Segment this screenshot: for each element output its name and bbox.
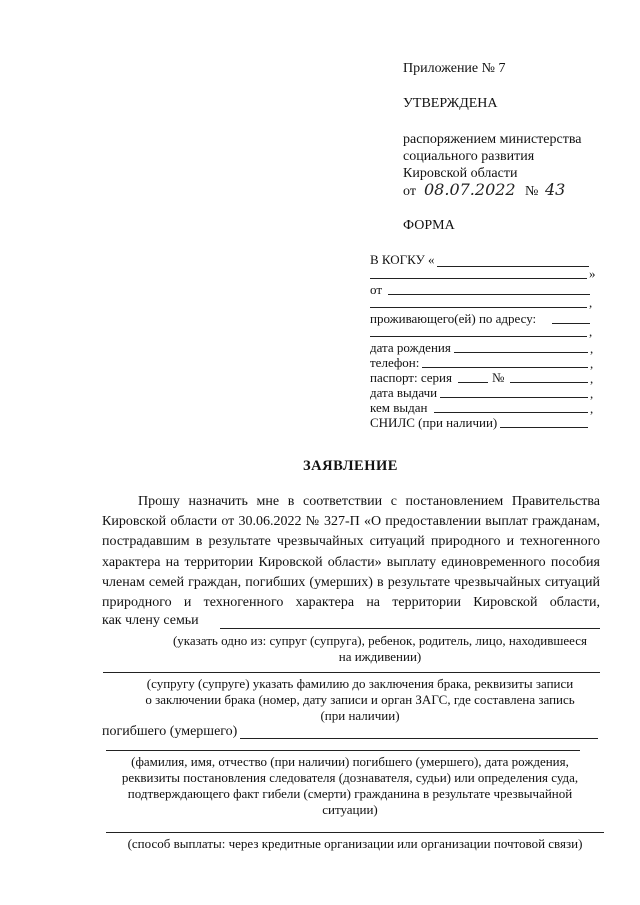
comma: , xyxy=(590,341,594,356)
approved-by-line3: Кировской области xyxy=(403,166,518,181)
date-prefix: от xyxy=(403,184,416,199)
body-line-3: пострадавшим в результате чрезвычайных ситуаций природного и техногенного xyxy=(102,534,600,549)
comma: , xyxy=(590,401,594,416)
payment-note: (способ выплаты: через кредитные организации или организации почтовой связи) xyxy=(127,836,583,851)
spouse-details-field[interactable] xyxy=(103,672,600,673)
phone-field[interactable] xyxy=(422,367,588,368)
deceased-note-3: подтверждающего факт гибели (смерти) гражданина в результате чрезвычайной xyxy=(127,786,573,801)
applicant-name-field[interactable] xyxy=(388,294,590,295)
issue-date-label: дата выдачи xyxy=(370,385,438,400)
deceased-label: погибшего (умершего) xyxy=(102,724,238,739)
payment-method-field[interactable] xyxy=(106,832,604,833)
kogku-label: В КОГКУ « xyxy=(370,252,435,267)
body-line-1: Прошу назначить мне в соответствии с постановлением Правительства xyxy=(138,494,600,509)
issued-by-label: кем выдан xyxy=(370,400,428,415)
close-quote: » xyxy=(589,266,596,281)
approved-by-line1: распоряжением министерства xyxy=(403,132,582,147)
birth-date-label: дата рождения xyxy=(370,340,451,355)
relation-note-1: (указать одно из: супруг (супруга), ребенок, родитель, лицо, находившееся xyxy=(172,633,588,648)
passport-series-field[interactable] xyxy=(458,382,488,383)
approved-label: УТВЕРЖДЕНА xyxy=(403,96,498,111)
family-relation-field[interactable] xyxy=(220,628,600,629)
from-label: от xyxy=(370,282,383,297)
spouse-note-2: о заключении брака (номер, дату записи и орган ЗАГС, где составлена запись xyxy=(145,692,575,707)
body-line-2: Кировской области от 30.06.2022 № 327-П «О предоставлении выплат гражданам, xyxy=(102,514,600,529)
relation-note-2: на иждивении) xyxy=(338,649,422,664)
deceased-note-2: реквизиты постановления следователя (дознавателя, судьи) или определения суда, xyxy=(121,770,579,785)
comma: , xyxy=(589,295,593,310)
phone-label: телефон: xyxy=(370,355,420,370)
issue-date-field[interactable] xyxy=(440,397,588,398)
applicant-name-field-2[interactable] xyxy=(370,307,587,308)
deceased-field[interactable] xyxy=(240,738,598,739)
body-line-4: характера на территории Кировской области» выплату единовременного пособия xyxy=(102,555,600,570)
appendix-label: Приложение № 7 xyxy=(403,61,506,76)
deceased-note-4: ситуации) xyxy=(322,802,378,817)
comma: , xyxy=(589,324,593,339)
deceased-field-2[interactable] xyxy=(106,750,580,751)
body-line-6: природного и техногенного характера на территории Кировской области, xyxy=(102,595,600,610)
number-prefix: № xyxy=(525,184,539,199)
handwritten-date: 08.07.2022 xyxy=(424,180,516,199)
body-line-7: как члену семьи xyxy=(102,613,199,628)
snils-field[interactable] xyxy=(500,427,588,428)
issued-by-field[interactable] xyxy=(434,412,588,413)
passport-label: паспорт: серия xyxy=(370,370,452,385)
body-line-5: членам семей граждан, погибших (умерших) в результате чрезвычайных ситуаций xyxy=(102,575,600,590)
form-label: ФОРМА xyxy=(403,218,455,233)
passport-number-label: № xyxy=(492,370,505,385)
comma: , xyxy=(590,386,594,401)
passport-number-field[interactable] xyxy=(510,382,588,383)
birth-date-field[interactable] xyxy=(454,352,588,353)
spouse-note-1: (супругу (супруге) указать фамилию до заключения брака, реквизиты записи xyxy=(146,676,574,691)
handwritten-number: 43 xyxy=(545,180,566,199)
approved-by-line2: социального развития xyxy=(403,149,535,164)
kogku-name-field-2[interactable] xyxy=(370,278,587,279)
snils-label: СНИЛС (при наличии) xyxy=(370,415,498,430)
deceased-note-1: (фамилия, имя, отчество (при наличии) погибшего (умершего), дата рождения, xyxy=(131,754,569,769)
comma: , xyxy=(590,356,594,371)
address-label: проживающего(ей) по адресу: xyxy=(370,311,537,326)
spouse-note-3: (при наличии) xyxy=(320,708,400,723)
kogku-name-field[interactable] xyxy=(437,266,589,267)
address-field[interactable] xyxy=(552,323,590,324)
address-field-2[interactable] xyxy=(370,336,587,337)
comma: , xyxy=(590,371,594,386)
document-title: ЗАЯВЛЕНИЕ xyxy=(303,458,398,474)
